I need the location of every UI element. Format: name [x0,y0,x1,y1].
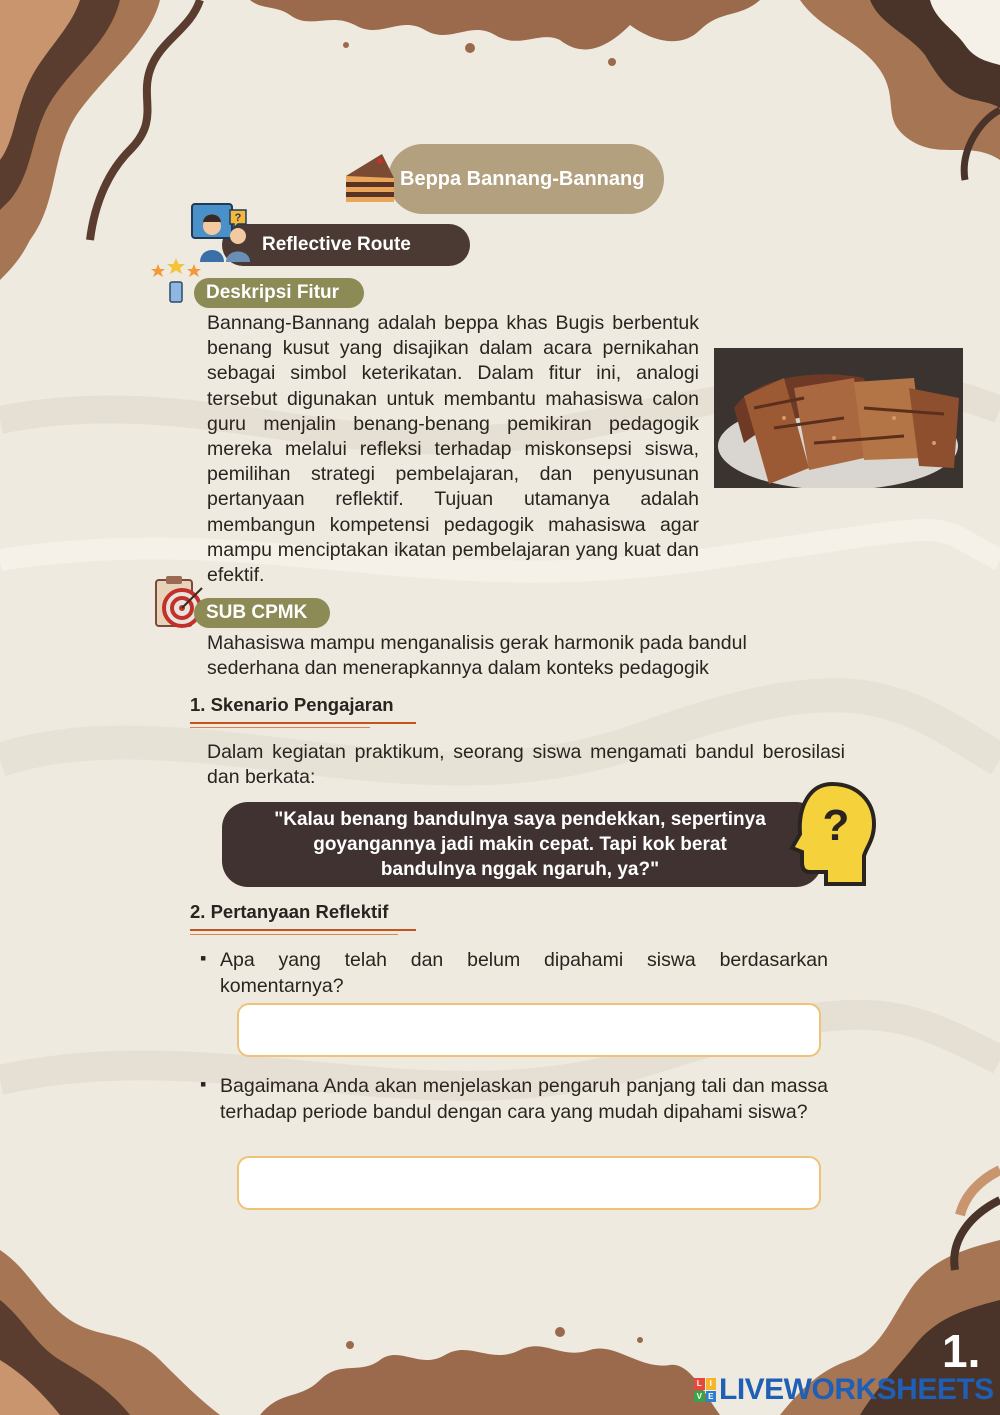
bannang-bannang-photo [714,348,963,488]
brand-grid-icon [694,1378,716,1402]
answer-input-2[interactable] [237,1156,821,1210]
brand-letter-e: E [706,1391,717,1403]
route-pill [222,224,470,266]
cpmk-label: SUB CPMK [194,598,330,628]
section2-heading: 2. Pertanyaan Reflektif [190,901,389,922]
brand-letter-l: L [694,1378,705,1390]
cpmk-line-1: Mahasiswa mampu menganalisis gerak harmonik pada bandul [207,632,747,654]
route-label: Reflective Route [262,234,411,255]
answer-input-1[interactable] [237,1003,821,1057]
brand-name: LIVEWORKSHEETS [719,1373,994,1406]
title-pill [388,144,664,214]
quote-line-3: bandulnya nggak ngaruh, ya?" [380,859,660,880]
quote-line-1: "Kalau benang bandulnya saya pendekkan, sepertinya [274,809,766,830]
cake-slice-icon [344,152,396,206]
description-text: Bannang-Bannang adalah beppa khas Bugis berbentuk benang kusut yang disajikan dalam acara pernikahan sebagai simbol keterikatan. Dalam fitur ini, analogi tersebut digunakan untuk membantu mahasiswa calon guru menjalin benang-benang pemikiran pedagogik mereka melalui refleksi terhadap miskonsepsi siswa, pemilihan strategi pembelajaran, dan penyusunan pertanyaan reflektif. Tujuan utamanya adalah membangun kompetensi pedagogik mahasiswa agar mampu menciptakan ikatan pembelajaran yang kuat dan efektif. [207,312,699,587]
question-1: Apa yang telah dan belum dipahami siswa berdasarkan komentarnya? [220,949,828,997]
brand-logo [694,1372,994,1408]
svg-text:?: ? [822,801,850,850]
section1-underline-thin [190,727,370,728]
page-number: 1. [942,1325,981,1377]
teacher-thinking-icon [190,202,254,264]
quote-line-2: goyangannya jadi makin cepat. Tapi kok berat [313,834,727,855]
brand-letter-v: V [694,1391,705,1403]
student-quote [222,802,822,887]
scenario-text: Dalam kegiatan praktikum, seorang siswa mengamati bandul berosilasi dan berkata: [207,741,845,789]
bullet-2: ▪ [200,1074,207,1094]
svg-text:?: ? [234,212,242,224]
head-question-icon [786,780,878,888]
section1-heading: 1. Skenario Pengajaran [190,694,394,715]
description-label: Deskripsi Fitur [194,278,364,308]
section2-underline [190,929,416,931]
brand-letter-i: I [706,1378,717,1390]
bullet-1: ▪ [200,948,207,968]
section1-underline [190,722,416,724]
feature-title: Beppa Bannang-Bannang [400,167,645,190]
cpmk-text [207,631,807,681]
section2-underline-thin [190,934,398,935]
question-2: Bagaimana Anda akan menjelaskan pengaruh panjang tali dan massa terhadap periode bandul dengan cara yang mudah dipahami siswa? [220,1075,828,1123]
cpmk-line-2: sederhana dan menerapkannya dalam konteks pedagogik [207,657,709,680]
